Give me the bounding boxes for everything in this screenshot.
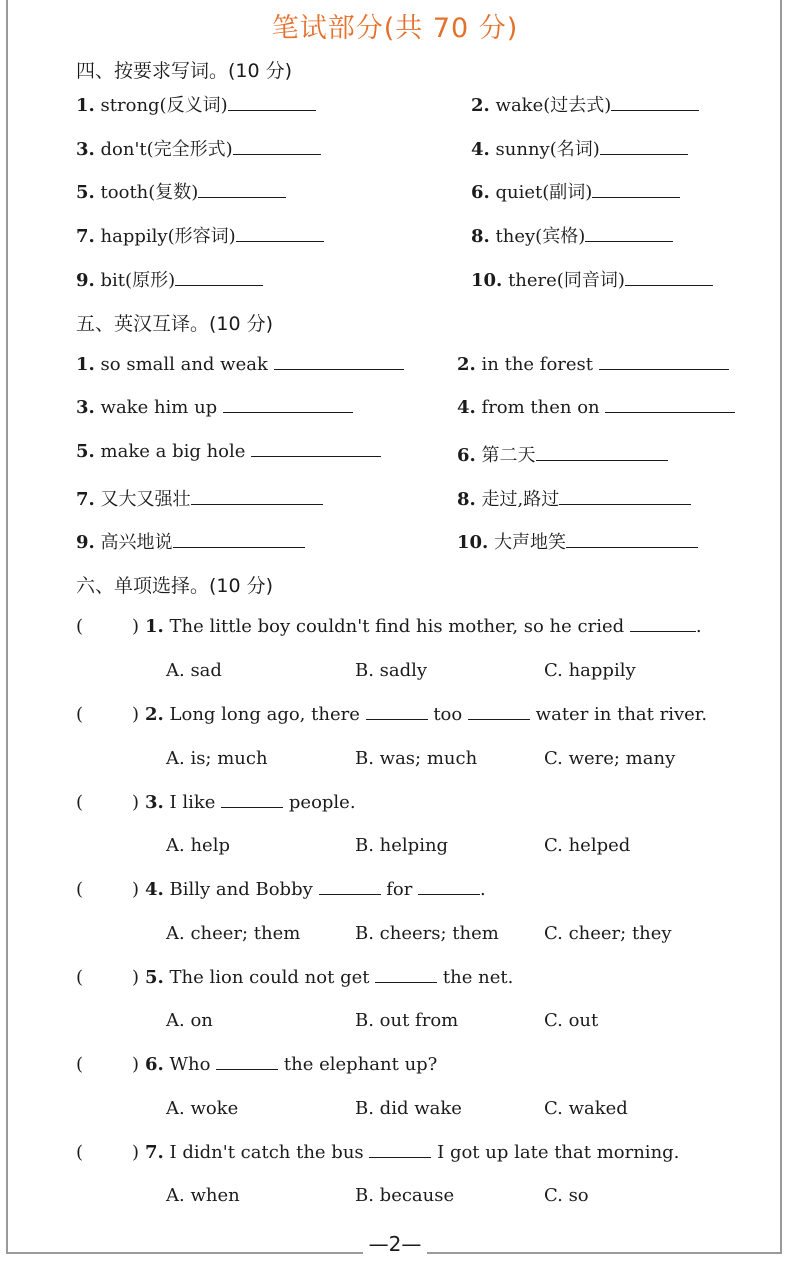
answer-blank[interactable] — [611, 96, 699, 111]
answer-blank[interactable] — [223, 398, 353, 413]
answer-blank[interactable] — [198, 183, 286, 198]
s4-item-6: 6. quiet(副词) — [471, 178, 680, 204]
q7-option-b[interactable]: B. because — [355, 1185, 455, 1206]
answer-blank[interactable] — [418, 880, 480, 895]
answer-blank[interactable] — [592, 183, 680, 198]
q5-option-b[interactable]: B. out from — [355, 1010, 459, 1031]
question-5: 5. The lion could not get the net. — [145, 967, 514, 988]
s4-item-4: 4. sunny(名词) — [471, 135, 688, 161]
answer-blank[interactable] — [585, 227, 673, 242]
answer-blank[interactable] — [251, 442, 381, 457]
s5-item-5: 5. make a big hole — [76, 441, 381, 462]
answer-blank[interactable] — [605, 398, 735, 413]
answer-paren-close: ) — [132, 1054, 140, 1075]
answer-paren-open[interactable]: ( — [76, 1142, 84, 1163]
answer-blank[interactable] — [366, 705, 428, 720]
s5-item-1: 1. so small and weak — [76, 354, 404, 375]
s4-item-7: 7. happily(形容词) — [76, 222, 324, 248]
q3-option-b[interactable]: B. helping — [355, 835, 449, 856]
section-4-heading: 四、按要求写词。(10 分) — [76, 60, 293, 82]
answer-blank[interactable] — [559, 490, 691, 505]
answer-blank[interactable] — [566, 533, 698, 548]
q4-option-c[interactable]: C. cheer; they — [544, 923, 672, 944]
answer-blank[interactable] — [233, 140, 321, 155]
answer-blank[interactable] — [175, 271, 263, 286]
answer-paren-close: ) — [132, 879, 140, 900]
answer-paren-open[interactable]: ( — [76, 879, 84, 900]
q4-option-a[interactable]: A. cheer; them — [166, 923, 301, 944]
answer-paren-open[interactable]: ( — [76, 616, 84, 637]
answer-blank[interactable] — [468, 705, 530, 720]
q7-option-a[interactable]: A. when — [166, 1185, 240, 1206]
answer-blank[interactable] — [236, 227, 324, 242]
q1-option-c[interactable]: C. happily — [544, 660, 636, 681]
answer-blank[interactable] — [228, 96, 316, 111]
question-3: 3. I like people. — [145, 792, 356, 813]
q5-option-c[interactable]: C. out — [544, 1010, 599, 1031]
question-7: 7. I didn't catch the bus I got up late that morning. — [145, 1142, 680, 1163]
s5-item-2: 2. in the forest — [457, 354, 729, 375]
answer-blank[interactable] — [369, 1143, 431, 1158]
s4-item-2: 2. wake(过去式) — [471, 91, 699, 117]
answer-blank[interactable] — [630, 617, 696, 632]
question-2: 2. Long long ago, there too water in that river. — [145, 704, 708, 725]
answer-paren-open[interactable]: ( — [76, 704, 84, 725]
s4-item-1: 1. strong(反义词) — [76, 91, 316, 117]
answer-blank[interactable] — [274, 355, 404, 370]
s5-item-9: 9. 高兴地说 — [76, 528, 305, 554]
page-title: 笔试部分(共 70 分) — [271, 13, 519, 44]
answer-paren-close: ) — [132, 792, 140, 813]
page-number-text: —2— — [363, 1232, 428, 1256]
s5-item-8: 8. 走过,路过 — [457, 485, 691, 511]
q1-option-b[interactable]: B. sadly — [355, 660, 428, 681]
q7-option-c[interactable]: C. so — [544, 1185, 589, 1206]
answer-blank[interactable] — [599, 355, 729, 370]
s5-item-6: 6. 第二天 — [457, 441, 668, 467]
answer-paren-close: ) — [132, 1142, 140, 1163]
question-1: 1. The little boy couldn't find his mother, so he cried . — [145, 616, 702, 637]
answer-paren-close: ) — [132, 967, 140, 988]
s5-item-4: 4. from then on — [457, 397, 735, 418]
q3-option-a[interactable]: A. help — [166, 835, 230, 856]
answer-paren-close: ) — [132, 704, 140, 725]
answer-blank[interactable] — [625, 271, 713, 286]
page-number — [0, 1232, 790, 1256]
s4-item-8: 8. they(宾格) — [471, 222, 673, 248]
section-5-heading: 五、英汉互译。(10 分) — [76, 313, 274, 335]
q6-option-b[interactable]: B. did wake — [355, 1098, 462, 1119]
answer-blank[interactable] — [216, 1055, 278, 1070]
q2-option-c[interactable]: C. were; many — [544, 748, 676, 769]
answer-blank[interactable] — [600, 140, 688, 155]
q2-option-a[interactable]: A. is; much — [166, 748, 268, 769]
s4-item-9: 9. bit(原形) — [76, 266, 263, 292]
q1-option-a[interactable]: A. sad — [166, 660, 222, 681]
q6-option-c[interactable]: C. waked — [544, 1098, 628, 1119]
answer-blank[interactable] — [191, 490, 323, 505]
answer-blank[interactable] — [319, 880, 381, 895]
question-4: 4. Billy and Bobby for . — [145, 879, 486, 900]
s4-item-3: 3. don't(完全形式) — [76, 135, 321, 161]
answer-paren-open[interactable]: ( — [76, 967, 84, 988]
question-6: 6. Who the elephant up? — [145, 1054, 438, 1075]
s5-item-10: 10. 大声地笑 — [457, 528, 698, 554]
answer-blank[interactable] — [536, 446, 668, 461]
s5-item-7: 7. 又大又强壮 — [76, 485, 323, 511]
answer-blank[interactable] — [221, 793, 283, 808]
q4-option-b[interactable]: B. cheers; them — [355, 923, 499, 944]
answer-paren-open[interactable]: ( — [76, 1054, 84, 1075]
s5-item-3: 3. wake him up — [76, 397, 353, 418]
answer-blank[interactable] — [173, 533, 305, 548]
answer-blank[interactable] — [375, 968, 437, 983]
q6-option-a[interactable]: A. woke — [166, 1098, 239, 1119]
answer-paren-close: ) — [132, 616, 140, 637]
q2-option-b[interactable]: B. was; much — [355, 748, 478, 769]
s4-item-5: 5. tooth(复数) — [76, 178, 286, 204]
section-6-heading: 六、单项选择。(10 分) — [76, 575, 274, 597]
q5-option-a[interactable]: A. on — [166, 1010, 213, 1031]
q3-option-c[interactable]: C. helped — [544, 835, 631, 856]
s4-item-10: 10. there(同音词) — [471, 266, 713, 292]
answer-paren-open[interactable]: ( — [76, 792, 84, 813]
